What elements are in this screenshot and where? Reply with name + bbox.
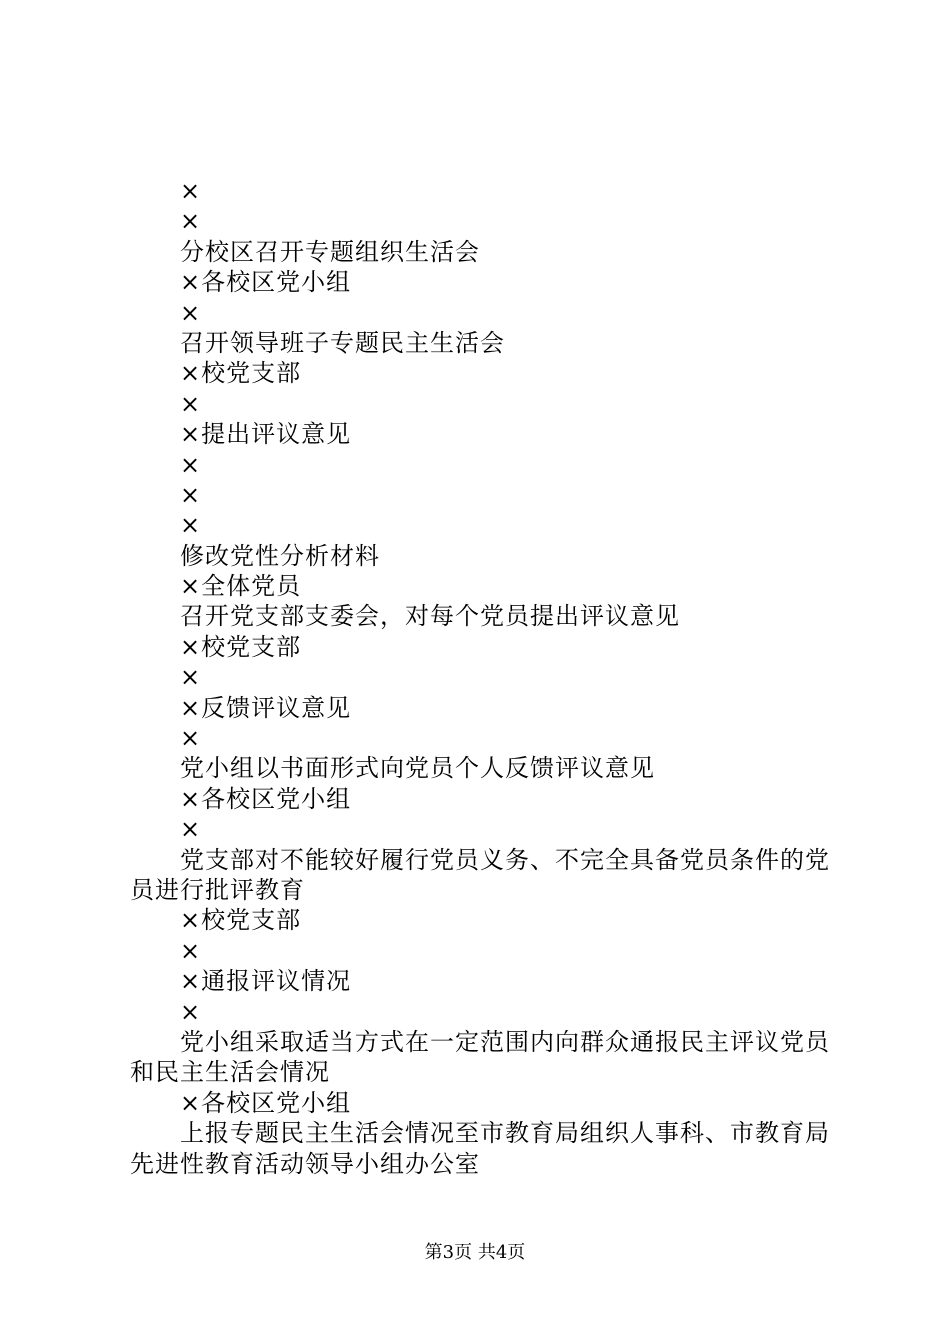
text-line: ×全体党员 <box>180 572 302 601</box>
text-line: ×校党支部 <box>180 632 302 661</box>
text-line: 修改党性分析材料 <box>180 541 380 570</box>
text-line: × <box>180 298 202 327</box>
text-line: ×通报评议情况 <box>180 967 352 996</box>
page-footer: 第3页 共4页 <box>424 1242 526 1263</box>
text-line: × <box>180 207 202 236</box>
text-line: × <box>180 389 202 418</box>
text-line: × <box>180 724 202 753</box>
paragraph: 党支部对不能较好履行党员义务、不完全具备党员条件的党员进行批评教育 <box>130 845 830 904</box>
text-line: ×各校区党小组 <box>180 784 352 813</box>
text-line: × <box>180 997 202 1026</box>
text-line: 分校区召开专题组织生活会 <box>180 237 480 266</box>
paragraph: 党小组采取适当方式在一定范围内向群众通报民主评议党员和民主生活会情况 <box>130 1027 830 1087</box>
text-line: 召开党支部支委会，对每个党员提出评议意见 <box>180 602 680 631</box>
text-line: × <box>180 663 202 692</box>
text-line: × <box>180 177 202 205</box>
text-line: × <box>180 480 202 509</box>
text-line: ×校党支部 <box>180 359 302 388</box>
text-line: ×提出评议意见 <box>180 420 352 449</box>
text-line: × <box>180 815 202 844</box>
text-line: × <box>180 511 202 540</box>
document-body <box>130 176 830 1179</box>
text-line: ×各校区党小组 <box>180 268 352 297</box>
text-line: × <box>180 450 202 479</box>
paragraph: 上报专题民主生活会情况至市教育局组织人事科、市教育局先进性教育活动领导小组办公室 <box>130 1119 830 1178</box>
text-line: ×反馈评议意见 <box>180 693 352 722</box>
text-line: ×各校区党小组 <box>180 1088 352 1117</box>
text-line: ×校党支部 <box>180 906 302 935</box>
text-line: × <box>180 936 202 965</box>
text-line: 党小组以书面形式向党员个人反馈评议意见 <box>180 754 655 783</box>
text-line: 召开领导班子专题民主生活会 <box>180 328 505 357</box>
